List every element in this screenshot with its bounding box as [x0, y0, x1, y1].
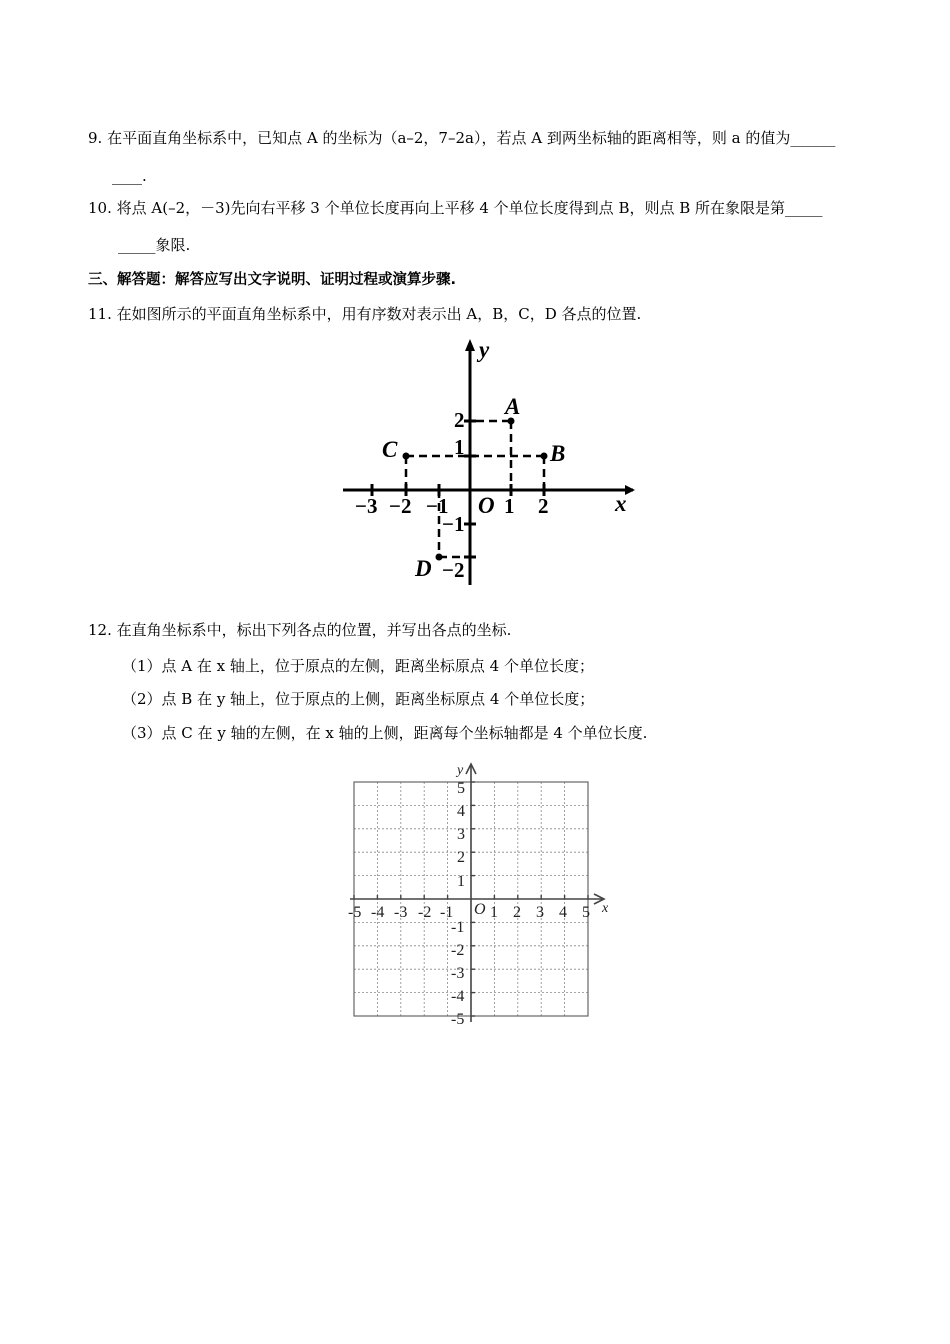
y-axis-arrow-icon: [465, 339, 475, 351]
q12-x-axis-label: x: [602, 901, 609, 916]
x-axis-arrow-icon: [625, 485, 635, 495]
q11-point-c-label: C: [382, 437, 398, 462]
q12-xtick-label: -1: [440, 904, 454, 921]
q11-xtick-label: −2: [389, 494, 412, 518]
q11-xtick-label: 1: [504, 494, 515, 518]
q12-xtick-label: -4: [371, 904, 385, 921]
point-c: [403, 453, 410, 460]
q12-ytick-label: -1: [451, 919, 465, 936]
q12-xtick-label: 2: [513, 904, 521, 921]
q12-xtick-label: -5: [348, 904, 362, 921]
q11-ytick-label: 2: [454, 408, 465, 432]
q11-ytick-label: 1: [454, 435, 465, 459]
q12-item-3: （3）点 C 在 y 轴的左侧，在 x 轴的上侧，距离每个坐标轴都是 4 个单位长度.: [122, 724, 648, 742]
q11-y-axis-label: y: [479, 337, 490, 362]
q12-xtick-label: 3: [536, 904, 544, 921]
q11-point-b-label: B: [550, 441, 566, 466]
q12-ytick-label: 3: [457, 826, 465, 843]
q12-y-axis-label: y: [457, 763, 464, 778]
q10-line2: _____象限.: [118, 236, 191, 254]
q11-ytick-label: −1: [442, 512, 465, 536]
q11-xtick-label: −3: [355, 494, 378, 518]
q11-xtick-label: −1: [426, 494, 449, 518]
q10-line1: 10. 将点 A(–2，－3)先向右平移 3 个单位长度再向上平移 4 个单位长度得到点 B，则点 B 所在象限是第_____: [88, 199, 823, 217]
q12-xtick-label: 5: [582, 904, 590, 921]
q12-xtick-label: -2: [418, 904, 432, 921]
q11-point-d-label: D: [415, 556, 432, 581]
q11-text: 11. 在如图所示的平面直角坐标系中，用有序数对表示出 A，B，C，D 各点的位置.: [88, 305, 642, 323]
q11-xtick-label: 2: [538, 494, 549, 518]
q12-item-1: （1）点 A 在 x 轴上，位于原点的左侧，距离坐标原点 4 个单位长度；: [122, 657, 594, 675]
q12-xtick-label: 1: [490, 904, 498, 921]
q9-line2: ____.: [112, 167, 147, 185]
q11-ytick-label: −2: [442, 558, 465, 582]
q12-ytick-label: -2: [451, 942, 465, 959]
q12-xtick-label: 4: [559, 904, 567, 921]
q11-x-axis-label: x: [615, 491, 627, 516]
q12-ytick-label: -3: [451, 965, 465, 982]
q12-item-2: （2）点 B 在 y 轴上，位于原点的上侧，距离坐标原点 4 个单位长度；: [122, 690, 595, 708]
q12-ytick-label: -4: [451, 988, 465, 1005]
q12-origin-label: O: [474, 901, 486, 918]
q12-xtick-label: -3: [394, 904, 408, 921]
q12-ytick-label: -5: [451, 1011, 465, 1028]
point-b: [541, 453, 548, 460]
q11-figure: [335, 335, 645, 590]
q12-ytick-label: 2: [457, 849, 465, 866]
q12-ytick-label: 1: [457, 873, 465, 890]
q12-text: 12. 在直角坐标系中，标出下列各点的位置，并写出各点的坐标.: [88, 621, 512, 639]
section-heading: 三、解答题：解答应写出文字说明、证明过程或演算步骤.: [88, 272, 457, 288]
q12-ytick-label: 5: [457, 780, 465, 797]
q11-point-a-label: A: [505, 394, 521, 419]
q11-origin-label: O: [478, 493, 495, 518]
q12-grid-figure: [340, 760, 620, 1035]
q9-line1: 9. 在平面直角坐标系中，已知点 A 的坐标为（a–2，7–2a），若点 A 到两坐标轴的距离相等，则 a 的值为______: [88, 129, 836, 147]
q12-ytick-label: 4: [457, 803, 465, 820]
